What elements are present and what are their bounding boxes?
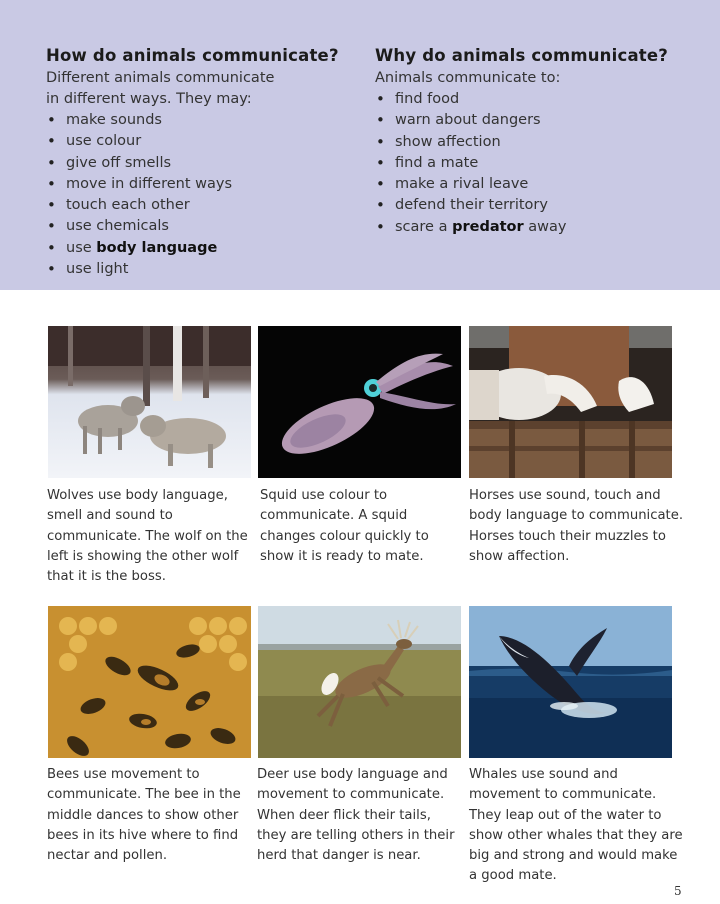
caption-line: Horses use sound, touch and	[469, 488, 661, 503]
horses-photo	[469, 326, 672, 478]
horses-caption	[469, 486, 684, 567]
caption-line: movement to communicate.	[469, 787, 657, 803]
caption-line: herd that danger is near.	[257, 848, 421, 864]
why-item-suffix: away	[523, 218, 567, 235]
caption-line: Horses touch their muzzles to	[469, 528, 666, 544]
caption-line: body language to communicate.	[469, 508, 684, 524]
caption-line: movement to communicate.	[257, 787, 445, 803]
caption-line: Whales use sound and	[469, 767, 618, 782]
how-item	[46, 238, 346, 259]
how-item: • use chemicals	[46, 216, 346, 237]
why-item	[375, 217, 695, 238]
why-section	[375, 44, 695, 238]
caption-line: communicate. The bee in the	[47, 787, 241, 803]
caption-line: Bees use movement to	[47, 767, 200, 782]
how-item: • move in different ways	[46, 174, 346, 195]
caption-line: a good mate.	[469, 868, 557, 884]
wolves-caption	[47, 486, 262, 587]
how-intro-line-1: Different animals communicate	[46, 70, 275, 86]
why-intro: Animals communicate to:	[375, 70, 561, 86]
how-item-prefix: use	[66, 239, 97, 256]
squid-caption	[260, 486, 475, 567]
caption-line: Wolves use body language,	[47, 488, 228, 503]
squid-photo	[258, 326, 461, 478]
how-section	[46, 44, 346, 280]
why-heading: Why do animals communicate?	[375, 46, 669, 65]
how-item: • use light	[46, 259, 346, 280]
caption-line: big and strong and would make	[469, 848, 678, 864]
wolves-photo	[48, 326, 251, 478]
caption-line: bees in its hive where to find	[47, 827, 239, 843]
how-item: • touch each other	[46, 195, 346, 216]
page-number: 5	[674, 884, 682, 898]
bees-photo	[48, 606, 251, 758]
how-item: • use colour	[46, 131, 346, 152]
caption-line: Squid use colour to	[260, 488, 388, 503]
how-item: • make sounds	[46, 110, 346, 131]
caption-line: middle dances to show other	[47, 807, 239, 823]
caption-line: changes colour quickly to	[260, 528, 429, 544]
caption-line: show it is ready to mate.	[260, 548, 424, 564]
caption-line: they are telling others in their	[257, 827, 455, 843]
why-item: • make a rival leave	[375, 174, 695, 195]
bees-caption	[47, 765, 262, 866]
caption-line: Deer use body language and	[257, 767, 448, 782]
how-heading: How do animals communicate?	[46, 46, 339, 65]
caption-line: show other whales that they are	[469, 827, 683, 843]
whale-photo	[469, 606, 672, 758]
deer-photo	[258, 606, 461, 758]
why-item: • show affection	[375, 132, 695, 153]
caption-line: communicate. The wolf on the	[47, 528, 248, 544]
why-item-bold: predator	[452, 218, 524, 235]
caption-line: communicate. A squid	[260, 508, 408, 524]
why-item: • defend their territory	[375, 195, 695, 216]
caption-line: They leap out of the water to	[469, 807, 662, 823]
deer-caption	[257, 765, 472, 866]
how-item-bold: body language	[96, 239, 218, 256]
whales-caption	[469, 765, 684, 887]
caption-line: When deer flick their tails,	[257, 807, 431, 823]
why-item: • find food	[375, 89, 695, 110]
how-item: • give off smells	[46, 153, 346, 174]
why-item-prefix: scare a	[395, 218, 453, 235]
caption-line: that it is the boss.	[47, 569, 166, 585]
caption-line: smell and sound to	[47, 508, 173, 524]
caption-line: nectar and pollen.	[47, 848, 168, 864]
why-item: • find a mate	[375, 153, 695, 174]
how-intro-line-2: in different ways. They may:	[46, 91, 252, 107]
why-item: • warn about dangers	[375, 110, 695, 131]
caption-line: show affection.	[469, 548, 570, 564]
caption-line: left is showing the other wolf	[47, 548, 239, 564]
why-list	[375, 89, 695, 238]
how-list	[46, 110, 346, 280]
